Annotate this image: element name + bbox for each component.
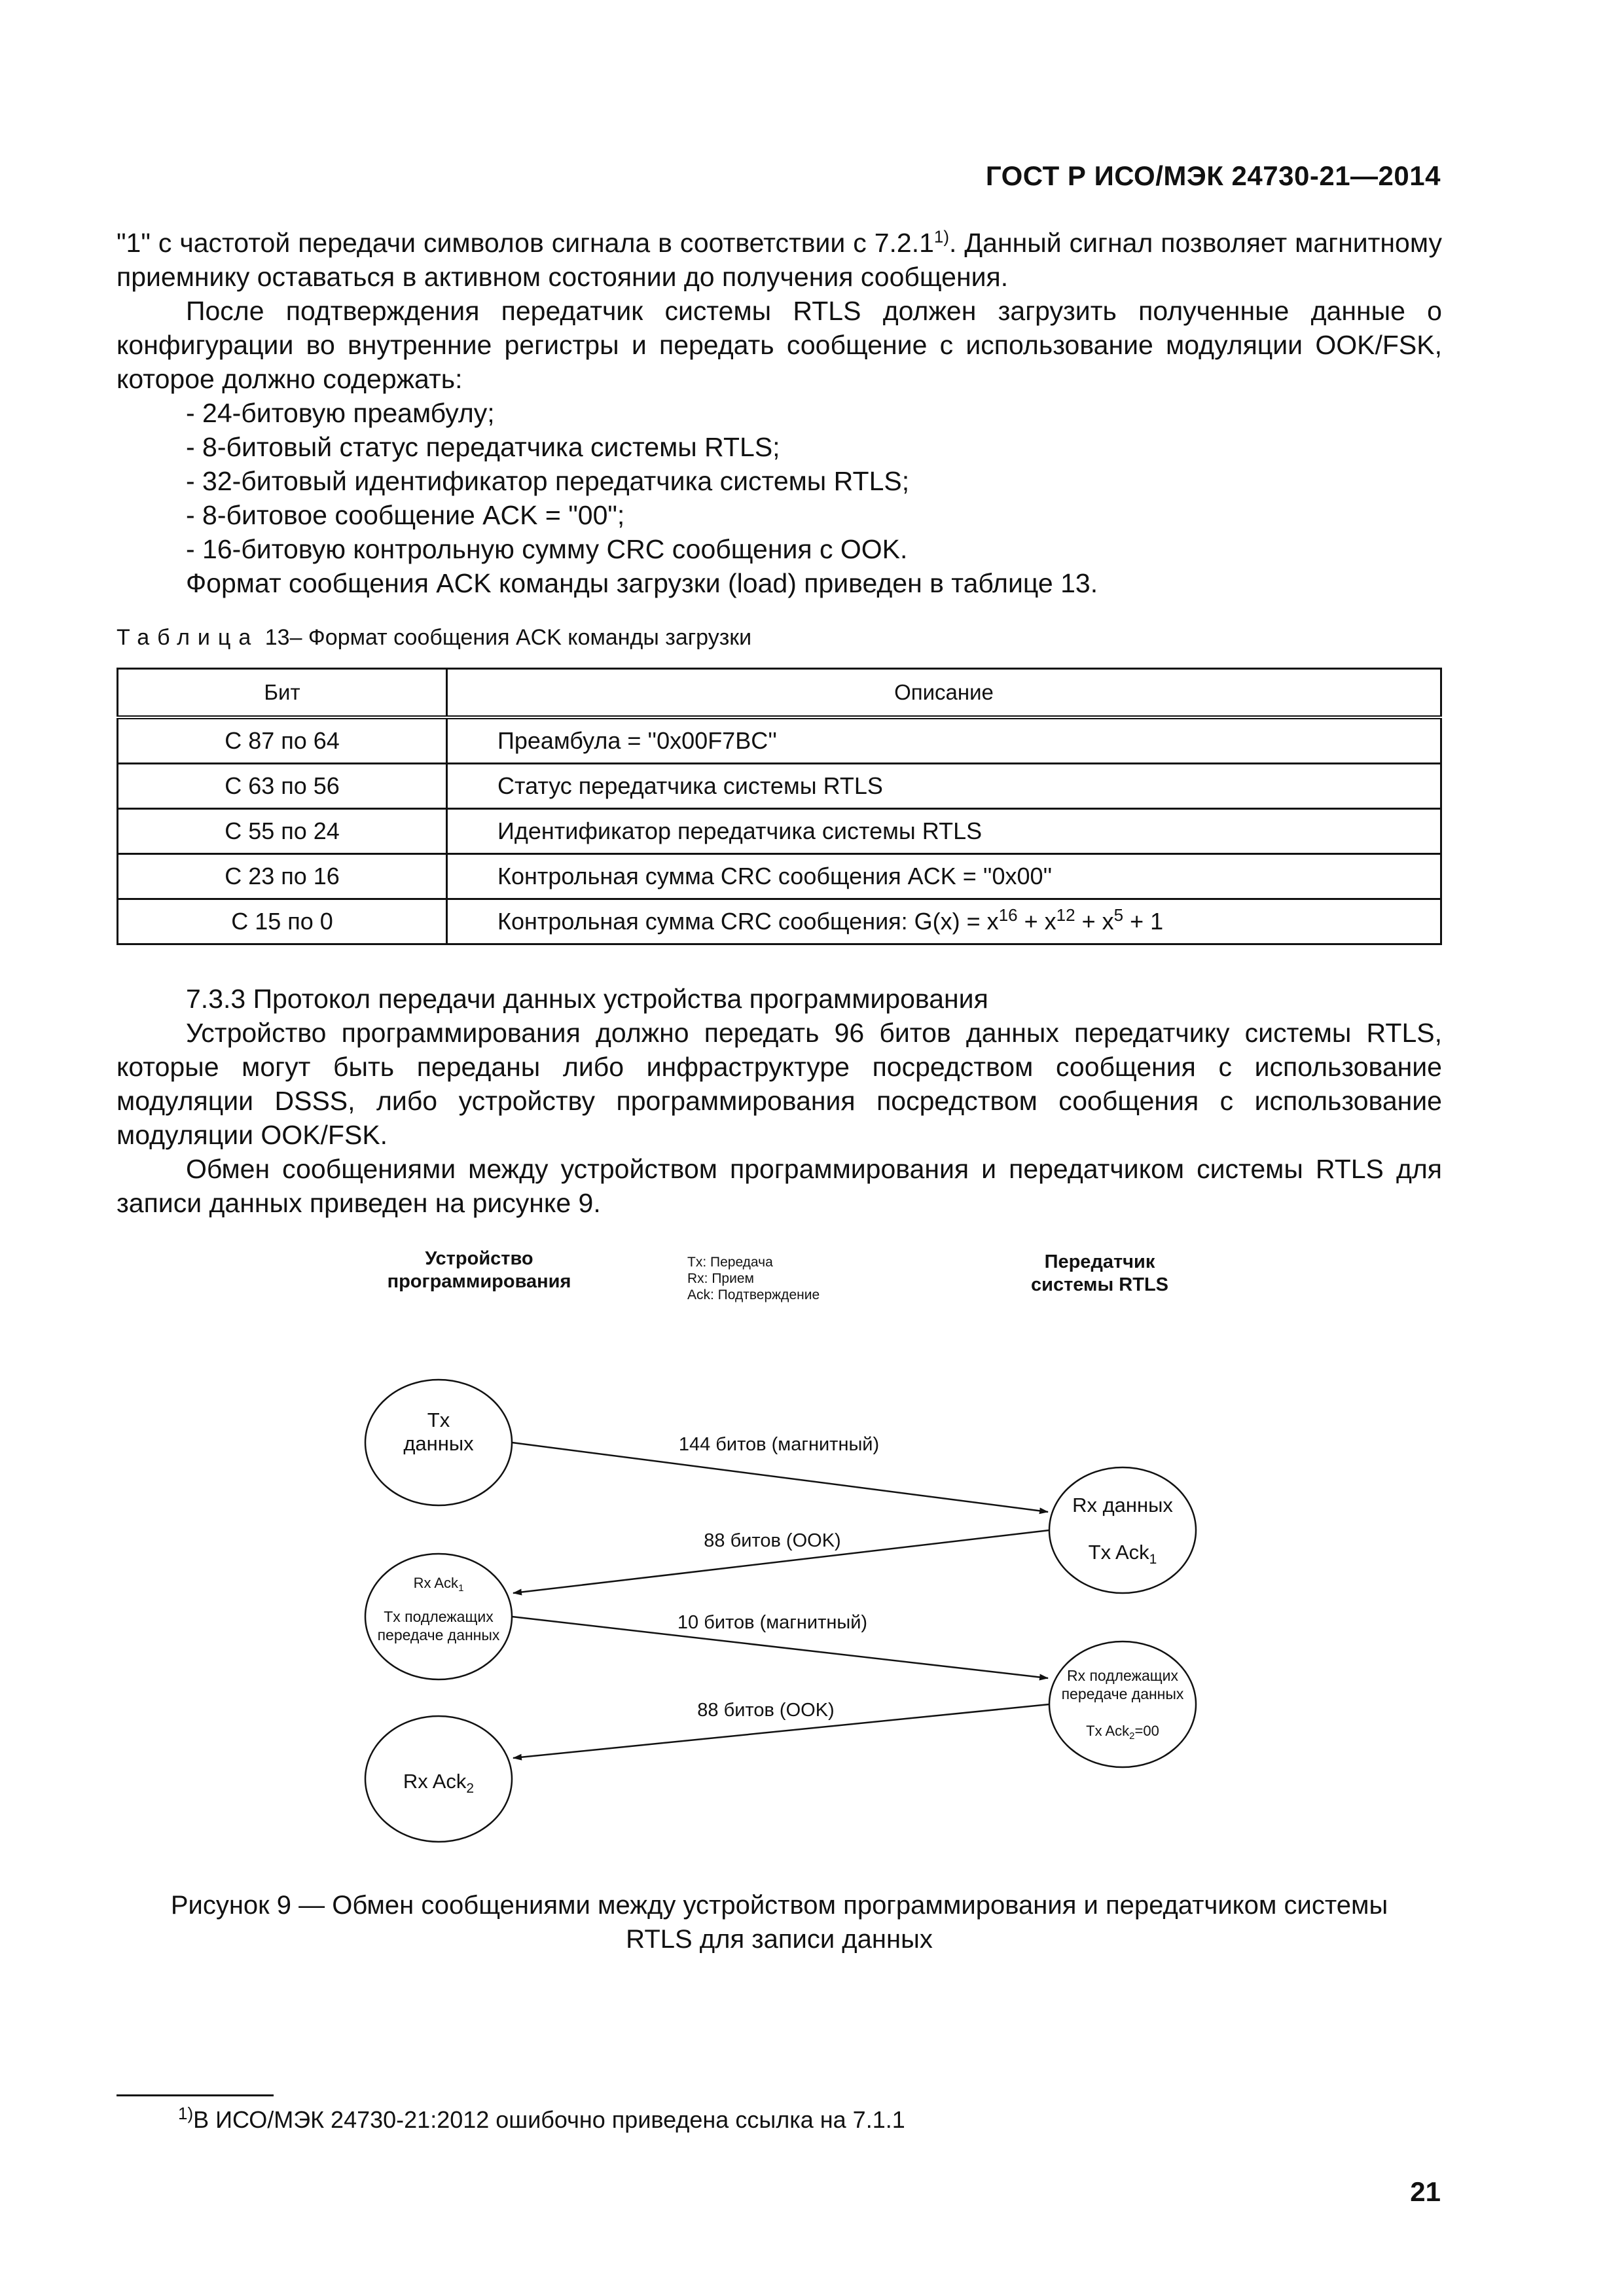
cell-bit: С 63 по 56	[118, 764, 447, 809]
cell-description: Идентификатор передатчика системы RTLS	[447, 809, 1441, 854]
footnote: $^{1)}$В ИСО/МЭК 24730-21:2012 ошибочно приведена ссылка на 7.1.1	[178, 2104, 905, 2133]
list-item: - 16-битовую контрольную сумму CRC сообщения с OOK.	[186, 534, 908, 564]
table-row	[118, 899, 1441, 944]
arrow-label: 88 битов (OOK)	[704, 1530, 841, 1551]
cell-bit: С 23 по 16	[118, 854, 447, 899]
node-label: Rx Ack$_2$	[403, 1770, 475, 1796]
node-label: передаче данных	[377, 1626, 500, 1643]
footnote-ref[interactable]: 1)	[933, 226, 950, 247]
paragraph-1: "1" с частотой передачи символов сигнала в соответствии с 7.2.1$^{1)}$. Данный сигнал позволяет магнитному приемнику оставаться в активном состоянии до получения сообщения.	[117, 226, 1442, 292]
cell-bit: С 87 по 64	[118, 717, 447, 764]
cell-description: Преамбула = ''0x00F7BC''	[447, 717, 1441, 764]
table-row	[118, 809, 1441, 854]
message-exchange-diagram	[308, 1230, 1263, 1859]
legend-entry: Rx: Прием	[687, 1271, 754, 1286]
left-column-title: программирования	[387, 1271, 571, 1292]
figure-caption: Рисунок 9 — Обмен сообщениями между устройством программирования и передатчиком системы RTLS для записи данных	[170, 1891, 1388, 1954]
body-text-top	[117, 226, 1442, 600]
section-7-3-3	[117, 982, 1442, 1220]
ack-format-table	[117, 668, 1442, 945]
table-header-row	[118, 669, 1441, 718]
right-column-title: Передатчик	[1044, 1251, 1155, 1272]
node-label: Rx Ack$_1$	[413, 1575, 464, 1594]
node-label: Tx Ack$_2$=00	[1086, 1723, 1159, 1742]
col-header-description: Описание	[447, 669, 1441, 718]
node-label: Rx подлежащих	[1066, 1667, 1179, 1684]
table-caption: Таблица 13– Формат сообщения ACK команды загрузки	[117, 625, 752, 650]
node-rx-data-tx-ack1	[1049, 1467, 1196, 1593]
node-label: Tx	[427, 1408, 450, 1431]
col-header-bit: Бит	[118, 669, 447, 718]
node-label: Rx данных	[1072, 1494, 1173, 1516]
paragraph-2: После подтверждения передатчик системы RTLS должен загрузить полученные данные о конфигурации во внутренние регистры и передать сообщение с использование модуляции OOK/FSK, которое должно содержать:	[117, 296, 1442, 394]
cell-bit: С 15 по 0	[118, 899, 447, 944]
page-number: 21	[1410, 2176, 1441, 2207]
cell-description: Контрольная сумма CRC сообщения ACK = ''0x00''	[447, 854, 1441, 899]
node-label: передаче данных	[1061, 1685, 1184, 1702]
cell-description: Контрольная сумма CRC сообщения: $G(x) = x^{16} + x^{12} + x^5 + 1$	[447, 899, 1441, 944]
list-item: - 32-битовый идентификатор передатчика системы RTLS;	[186, 466, 910, 496]
table-row	[118, 854, 1441, 899]
right-column-title: системы RTLS	[1030, 1274, 1169, 1295]
footnote-divider	[117, 2094, 274, 2096]
arrow-label: 10 битов (магнитный)	[677, 1612, 868, 1633]
section-paragraph-1: Устройство программирования должно передать 96 битов данных передатчику системы RTLS, которые могут быть переданы либо инфраструктуре посредством сообщения с использование модуляции DSSS, либо устройству программирования посредством сообщения с использование модуляции OOK/FSK.	[117, 1018, 1442, 1150]
cell-bit: С 55 по 24	[118, 809, 447, 854]
paragraph-3: Формат сообщения ACK команды загрузки (load) приведен в таблице 13.	[186, 568, 1098, 598]
legend-entry: Tx: Передача	[687, 1255, 773, 1270]
node-label: Tx Ack$_1$	[1088, 1541, 1157, 1567]
legend-entry: Ack: Подтверждение	[687, 1287, 820, 1302]
arrow-label: 144 битов (магнитный)	[678, 1434, 880, 1455]
node-label: Tx подлежащих	[384, 1608, 494, 1625]
list-item: - 8-битовое сообщение ACK = "00";	[186, 500, 625, 530]
table-row	[118, 764, 1441, 809]
section-paragraph-2: Обмен сообщениями между устройством программирования и передатчиком системы RTLS для записи данных приведен на рисунке 9.	[117, 1154, 1442, 1218]
document-code: ГОСТ Р ИСО/МЭК 24730-21—2014	[985, 160, 1441, 191]
list-item: - 8-битовый статус передатчика системы RTLS;	[186, 432, 780, 462]
node-label: данных	[403, 1432, 474, 1455]
cell-description: Статус передатчика системы RTLS	[447, 764, 1441, 809]
section-heading: 7.3.3 Протокол передачи данных устройства программирования	[186, 984, 988, 1014]
table-row	[118, 717, 1441, 764]
list-item: - 24-битовую преамбулу;	[186, 398, 495, 428]
arrow-label: 88 битов (OOK)	[697, 1700, 835, 1721]
node-rx-data-tx-ack2	[1049, 1641, 1196, 1767]
footnote-mark: 1)	[178, 2104, 194, 2123]
left-column-title: Устройство	[425, 1248, 533, 1269]
